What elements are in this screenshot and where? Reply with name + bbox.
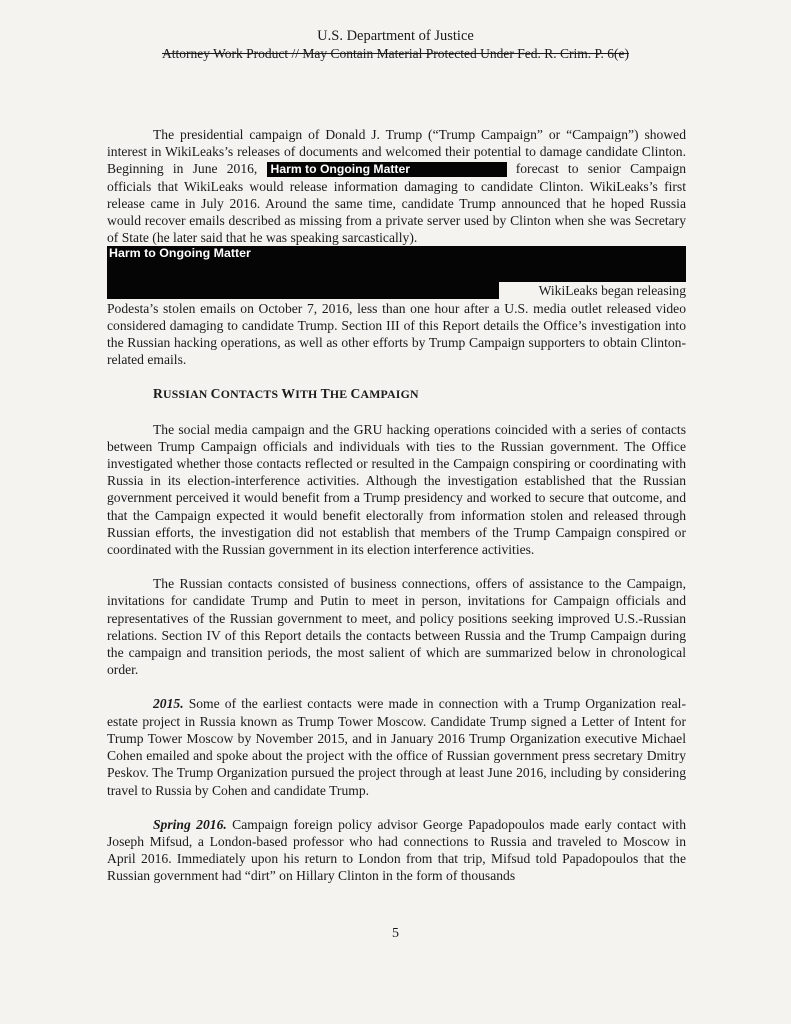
section-heading: RUSSIAN CONTACTS WITH THE CAMPAIGN (153, 386, 419, 402)
department-header: U.S. Department of Justice (317, 28, 474, 44)
paragraph-text: Some of the earliest contacts were made in connection with a Trump Organization real-estate project in Russia known as Trump Tower Moscow. Candidate Trump signed a Letter of Intent for Trump Tower Moscow by November 2015, and in January 2016 Trump Organization executive Michael Cohen emailed and spoke about the project with the office of Russian government press secretary Dmitry Peskov. The Trump Organization pursued the project through at least June 2016, including by considering travel to Russia by Cohen and candidate Trump. (107, 696, 686, 798)
paragraph-spring-2016 (107, 816, 686, 885)
paragraph-2015 (107, 695, 686, 798)
paragraph-text: Campaign foreign policy advisor George Papadopoulos made early contact with Joseph Mifsud, a London-based professor who had connections to Russia and traveled to Moscow in April 2016. Immediately upon his return to London from that trip, Mifsud told Papadopoulos that the Russian government had “dirt” on Hillary Clinton in the form of thousands (107, 816, 686, 884)
paragraph-text: The presidential campaign of Donald J. Trump (“Trump Campaign” or “Campaign”) showed interest in WikiLeaks’s releases of documents and welcomed their potential to damage candidate Clinton. Beginning in June 2016, (107, 127, 686, 177)
work-product-marking: Attorney Work Product // May Contain Material Protected Under Fed. R. Crim. P. 6(e) (162, 46, 629, 61)
redaction-line (107, 282, 686, 299)
paragraph-text: Podesta’s stolen emails on October 7, 2016, less than one hour after a U.S. media outlet released video considered damaging to candidate Trump. Section III of this Report details the Office’s investigation into the Russian hacking operations, as well as other efforts by Trump Campaign supporters to obtain Clinton-related emails. (107, 300, 686, 368)
paragraph-text: WikiLeaks began releasing (538, 283, 686, 299)
redaction-label: Harm to Ongoing Matter (109, 246, 251, 261)
redaction-bar (107, 282, 499, 299)
redaction-inline: Harm to Ongoing Matter (267, 162, 507, 177)
paragraph-lead: Spring 2016. (153, 816, 227, 832)
paragraph-text: forecast to senior Campaign officials that WikiLeaks would release information damaging to candidate Clinton. WikiLeaks’s first release came in July 2016. Around the same time, candidate Trump announced that he hoped Russia would recover emails described as missing from a private server used by Clinton when she was Secretary of State (he later said that he was speaking sarcastically). (107, 161, 686, 246)
paragraph-lead: 2015. (153, 696, 184, 712)
document-body (107, 126, 686, 885)
paragraph-contacts: The social media campaign and the GRU hacking operations coincided with a series of contacts between Trump Campaign officials and individuals with ties to the Russian government. The Office investigated whether those contacts reflected or resulted in the Campaign conspiring or coordinating with Russia in its election-interference activities. Although the investigation established that the Russian government perceived it would benefit from a Trump presidency and worked to secure that outcome, and that the Campaign expected it would benefit electorally from information stolen and released through Russian efforts, the investigation did not establish that members of the Trump Campaign conspired or coordinated with the Russian government in its election interference activities. (107, 421, 686, 558)
paragraph-russian-contacts: The Russian contacts consisted of business connections, offers of assistance to the Campaign, invitations for candidate Trump and Putin to meet in person, invitations for Campaign officials and representatives of the Russian government to meet, and policy positions seeking improved U.S.-Russian relations. Section IV of this Report details the contacts between Russia and the Trump Campaign during the campaign and transition periods, the most salient of which are summarized below in chronological order. (107, 576, 686, 678)
paragraph-wikileaks (107, 126, 686, 246)
page-number: 5 (392, 926, 399, 941)
redaction-block (107, 246, 686, 282)
